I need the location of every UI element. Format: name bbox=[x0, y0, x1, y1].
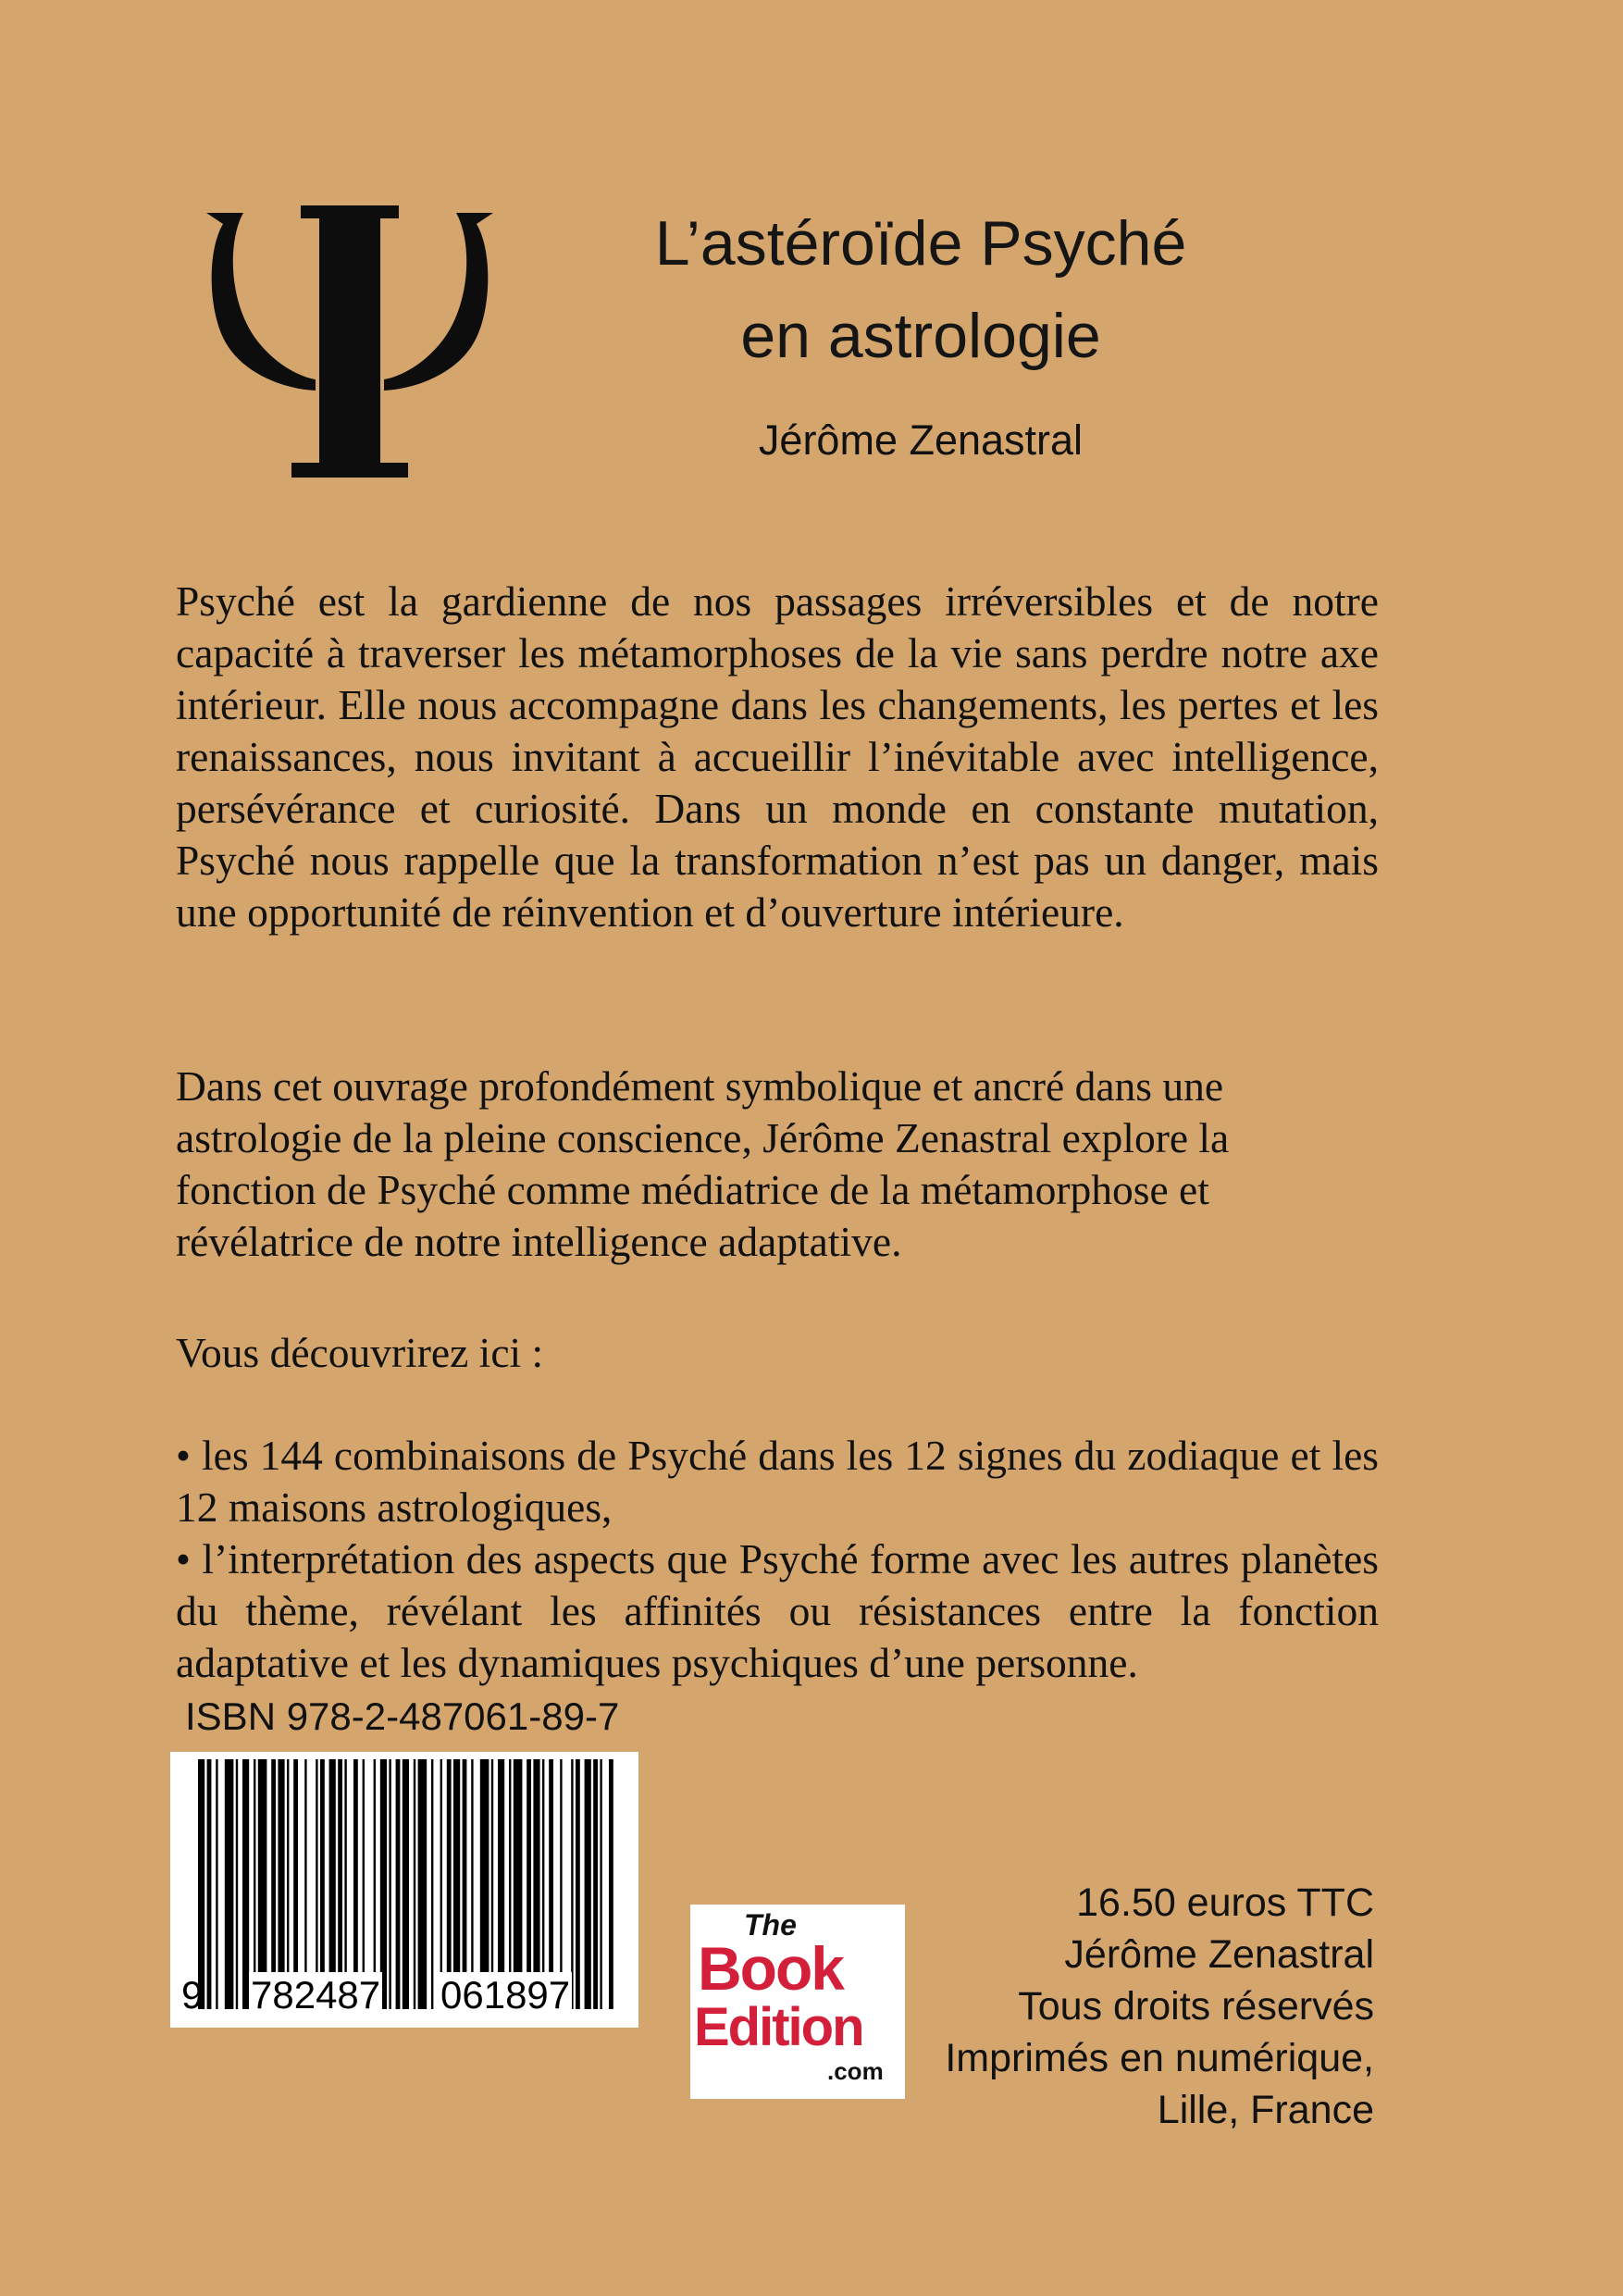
logo-com: .com bbox=[827, 2057, 884, 2085]
book-title-line-2: en astrologie bbox=[740, 301, 1101, 371]
barcode bbox=[170, 1752, 638, 2028]
logo-the: The bbox=[744, 1908, 797, 1942]
colophon bbox=[888, 1877, 1374, 2136]
isbn-label: ISBN 978-2-487061-89-7 bbox=[185, 1694, 620, 1738]
psi-icon bbox=[206, 205, 493, 483]
colophon-author: Jérôme Zenastral bbox=[1064, 1932, 1374, 1977]
blurb-bullet-1: • les 144 combinaisons de Psyché dans les 12 signes du zodiaque et les 12 maisons astrologiques, bbox=[176, 1432, 1379, 1531]
blurb-paragraph-2: Dans cet ouvrage profondément symbolique et ancré dans une astrologie de la pleine conscience, Jérôme Zenastral explore la fonction de Psyché comme médiatrice de la métamorphose et révélatrice de notre intelligence adaptative. bbox=[176, 1062, 1230, 1265]
logo-edition: Edition bbox=[694, 1997, 863, 2057]
publisher-logo bbox=[690, 1905, 905, 2099]
author-name: Jérôme Zenastral bbox=[758, 416, 1084, 464]
logo-book: Book bbox=[698, 1934, 843, 2003]
blurb-bullet-2: • l’interprétation des aspects que Psyché forme avec les autres planètes du thème, révélant les affinités ou résistances entre la fonction adaptative et les dynamiques psychiques d’une personne. bbox=[176, 1535, 1379, 1686]
blurb-paragraph-1: Psyché est la gardienne de nos passages irréversibles et de notre capacité à traverser les métamorphoses de la vie sans perdre notre axe intérieur. Elle nous accompagne dans les changements, les pertes et les renaissances, nous invitant à accueillir l’inévitable avec intelligence, persévérance et curiosité. Dans un monde en constante mutation, Psyché nous rappelle que la transformation n’est pas un danger, mais une opportunité de réinvention et d’ouverture intérieure. bbox=[176, 577, 1379, 936]
barcode-digits-left: 782487 bbox=[251, 1973, 381, 2017]
place-text: Lille, France bbox=[1157, 2088, 1374, 2132]
book-title-line-1: L’astéroïde Psyché bbox=[654, 208, 1187, 279]
price-text: 16.50 euros TTC bbox=[1076, 1880, 1374, 1925]
rights-text: Tous droits réservés bbox=[1018, 1984, 1374, 2029]
printed-text: Imprimés en numérique, bbox=[945, 2036, 1374, 2080]
blurb-intro: Vous découvrirez ici : bbox=[176, 1329, 544, 1376]
barcode-digit-first: 9 bbox=[181, 1973, 204, 2017]
barcode-digits-right: 061897 bbox=[440, 1973, 571, 2017]
